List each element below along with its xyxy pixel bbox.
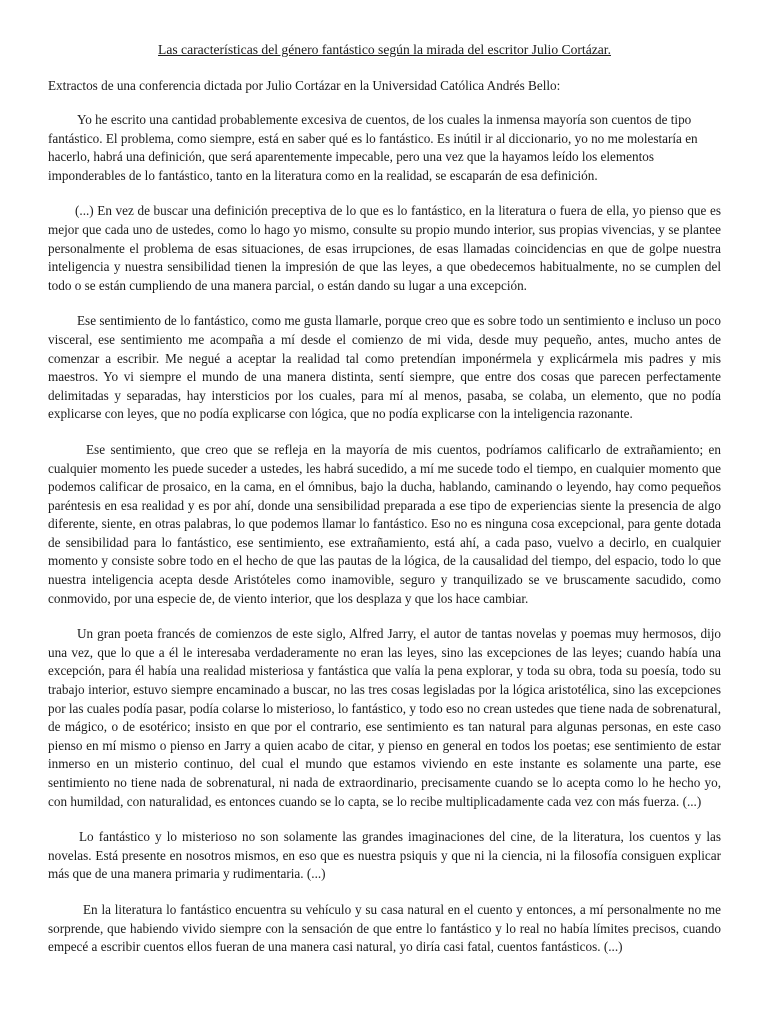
document-title: Las características del género fantástico según la mirada del escritor Julio Cortázar. (158, 42, 611, 57)
paragraph-3: Ese sentimiento de lo fantástico, como me gusta llamarle, porque creo que es sobre todo un sentimiento e incluso un poco visceral, ese sentimiento me acompaña a mí desde el comienzo de mi vida, desde muy pequeño, antes, mucho antes de comenzar a escribir. Me negué a aceptar la realidad tal como pretendían imponérmela y explicármela mis padres y mis maestros. Yo vi siempre el mundo de una manera distinta, sentí siempre, que entre dos cosas que parecen perfectamente delimitadas y separadas, hay intersticios por los cuales, para mí al menos, pasaba, se colaba, un elemento, que no podía explicarse con leyes, que no podía explicarse con lógica, que no podía explicarse con la inteligencia razonante. (48, 313, 721, 422)
paragraph-1: Yo he escrito una cantidad probablemente excesiva de cuentos, de los cuales la inmensa mayoría son cuentos de tipo fantástico. El problema, como siempre, está en saber qué es lo fantástico. Es inútil ir al diccionario, yo no me molestaría en hacerlo, habrá una definición, que será aparentemente impecable, pero una vez que la hayamos leído los elementos imponderables de lo fantástico, tanto en la literatura como en la realidad, se escaparán de esa definición. (48, 112, 698, 183)
paragraph-5: Un gran poeta francés de comienzos de este siglo, Alfred Jarry, el autor de tantas novelas y poemas muy hermosos, dijo una vez, que lo que a él le interesaba verdaderamente no eran las leyes, sino las excepciones de las leyes; cuando había una excepción, para él había una realidad misteriosa y fantástica que valía la pena explorar, y toda su obra, toda su poesía, todo su trabajo interior, estuvo siempre encaminado a buscar, no las tres cosas legisladas por la lógica aristotélica, sino las excepciones por las cuales podía pasar, podía colarse lo misterioso, lo fantástico, y todo eso no crean ustedes que tiene nada de sobrenatural, de mágico, o de esotérico; insisto en que por el contrario, ese sentimiento es tan natural para algunas personas, en este caso pienso en mí mismo o pienso en Jarry a quien acabo de citar, y pienso en general en todos los poetas; ese sentimiento de estar inmerso en un misterio continuo, del cual el mundo que estamos viviendo en este instante es solamente una parte, ese sentimiento no tiene nada de sobrenatural, ni nada de extraordinario, precisamente cuando se lo acepta como lo he hecho yo, con humildad, con naturalidad, es entonces cuando se lo capta, se lo recibe multiplicadamente cada vez con más fuerza. (...) (48, 626, 721, 809)
paragraph-6: Lo fantástico y lo misterioso no son solamente las grandes imaginaciones del cine, de la literatura, los cuentos y las novelas. Está presente en nosotros mismos, en eso que es nuestra psiquis y que ni la ciencia, ni la filosofía consiguen explicar más que de una manera primaria y rudimentaria. (...) (48, 829, 721, 882)
document-page (48, 40, 721, 974)
paragraph-4: Ese sentimiento, que creo que se refleja en la mayoría de mis cuentos, podríamos calificarlo de extrañamiento; en cualquier momento les puede suceder a ustedes, les habrá sucedido, a mí me sucede todo el tiempo, en cualquier momento que podemos calificar de prosaico, en la cama, en el ómnibus, bajo la ducha, hablando, caminando o leyendo, hay como pequeños paréntesis en esa realidad y es por ahí, donde una sensibilidad preparada a ese tipo de experiencias siente la presencia de algo diferente, siente, en otras palabras, lo que podemos llamar lo fantástico. Eso no es ninguna cosa excepcional, para gente dotada de sensibilidad para lo fantástico, ese sentimiento, ese extrañamiento, está ahí, a cada paso, vuelvo a decirlo, en cualquier momento y consiste sobre todo en el hecho de que las pautas de la lógica, de la causalidad del tiempo, del espacio, todo lo que nuestra inteligencia acepta desde Aristóteles como inamovible, seguro y tranquilizado se ve bruscamente sacudido, como conmovido, por una especie de, de viento interior, que los desplaza y que los hace cambiar. (48, 441, 721, 606)
paragraph-7: En la literatura lo fantástico encuentra su vehículo y su casa natural en el cuento y entonces, a mí personalmente no me sorprende, que habiendo vivido siempre con la sensación de que entre lo fantástico y lo real no había límites precisos, cuando empecé a escribir cuentos ellos fueran de una manera casi natural, yo diría casi fatal, cuentos fantásticos. (...) (48, 901, 721, 955)
document-intro: Extractos de una conferencia dictada por Julio Cortázar en la Universidad Católica Andrés Bello: (48, 78, 561, 93)
paragraph-2: (...) En vez de buscar una definición preceptiva de lo que es lo fantástico, en la literatura o fuera de ella, yo pienso que es mejor que cada uno de ustedes, como lo hago yo mismo, consulte su propio mundo interior, sus propias vivencias, y se plantee personalmente el problema de esas situaciones, de esas irrupciones, de esas llamadas coincidencias en que de golpe nuestra inteligencia y nuestra sensibilidad tienen la impresión de que las leyes, a que obedecemos habitualmente, no se cumplen del todo o se están cumpliendo de una manera parcial, o están dando su lugar a una excepción. (48, 203, 721, 293)
